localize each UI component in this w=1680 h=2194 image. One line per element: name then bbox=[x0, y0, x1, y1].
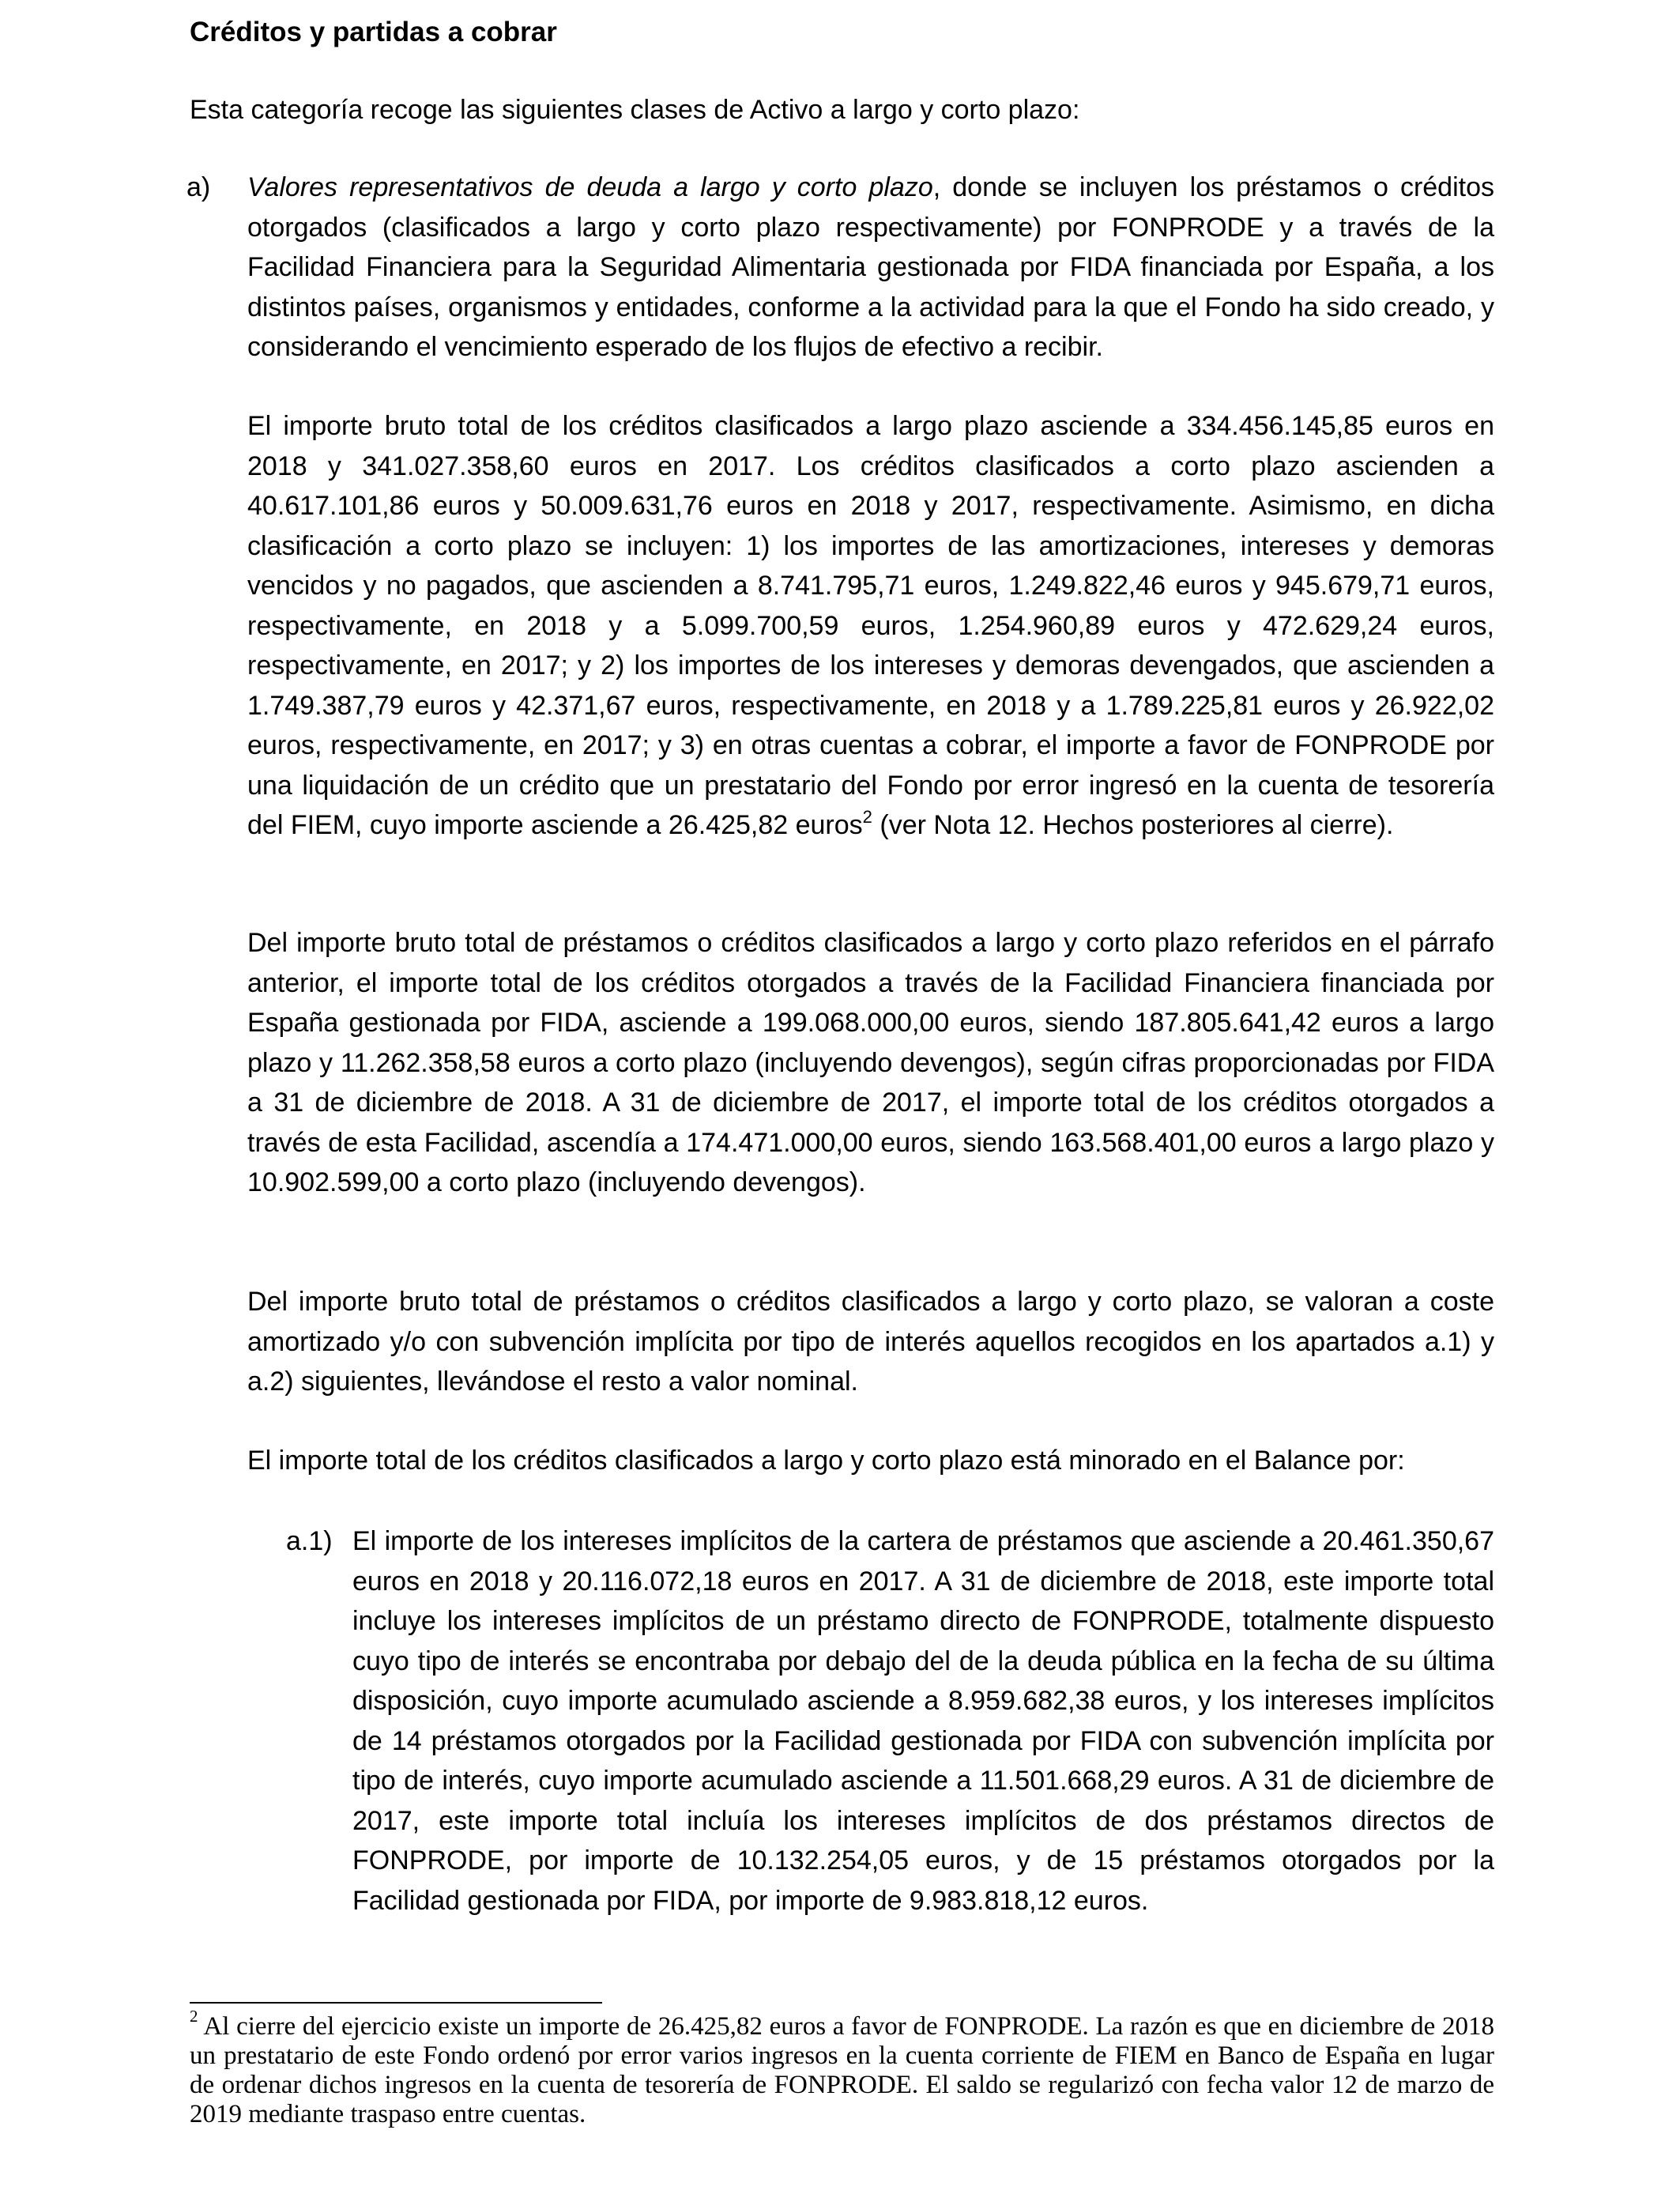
valuation-paragraph: Del importe bruto total de préstamos o créditos clasificados a largo y corto plazo, se valoran a coste amortizado y/o con subvención implícita por tipo de interés aquellos recogidos en los apartados a.1) y a.2) siguientes, llevándose el resto a valor nominal. bbox=[247, 1287, 1494, 1397]
section-heading: Créditos y partidas a cobrar bbox=[190, 17, 557, 47]
intro-paragraph: Esta categoría recoge las siguientes clases de Activo a largo y corto plazo: bbox=[190, 95, 1080, 125]
gross-amount-paragraph bbox=[247, 406, 1494, 846]
list-marker-a: a) bbox=[186, 172, 211, 202]
balance-reduction-paragraph: El importe total de los créditos clasificados a largo y corto plazo está minorado en el Balance por: bbox=[247, 1446, 1405, 1476]
item-a1-paragraph: El importe de los intereses implícitos de la cartera de préstamos que asciende a 20.461.350,67 euros en 2018 y 20.116.072,18 euros en 2017. A 31 de diciembre de 2018, este importe total incluye los intereses implícitos de un préstamo directo de FONPRODE, totalmente dispuesto cuyo tipo de interés se encontraba por debajo del de la deuda pública en la fecha de su última disposición, cuyo importe acumulado asciende a 8.959.682,38 euros, y los intereses implícitos de 14 préstamos otorgados por la Facilidad gestionada por FIDA con subvención implícita por tipo de interés, cuyo importe acumulado asciende a 11.501.668,29 euros. A 31 de diciembre de 2017, este importe total incluía los intereses implícitos de dos préstamos directos de FONPRODE, por importe de 10.132.254,05 euros, y de 15 préstamos otorgados por la Facilidad gestionada por FIDA, por importe de 9.983.818,12 euros. bbox=[352, 1526, 1494, 1916]
footnote bbox=[190, 2007, 1494, 2129]
footnote-number: 2 bbox=[190, 2007, 198, 2026]
item-a-italic-title: Valores representativos de deuda a largo y corto plazo bbox=[247, 172, 933, 202]
gross-amount-text: El importe bruto total de los créditos clasificados a largo plazo asciende a 334.456.145,85 euros en 2018 y 341.027.358,60 euros en 2017. Los créditos clasificados a corto plazo ascienden a 40.617.101,86 euros y 50.009.631,76 euros en 2018 y 2017, respectivamente. Asimismo, en dicha clasificación a corto plazo se incluyen: 1) los importes de las amortizaciones, intereses y demoras vencidos y no pagados, que ascienden a 8.741.795,71 euros, 1.249.822,46 euros y 945.679,71 euros, respectivamente, en 2018 y a 5.099.700,59 euros, 1.254.960,89 euros y 472.629,24 euros, respectivamente, en 2017; y 2) los importes de los intereses y demoras devengados, que ascienden a 1.749.387,79 euros y 42.371,67 euros, respectivamente, en 2018 y a 1.789.225,81 euros y 26.922,02 euros, respectivamente, en 2017; y 3) en otras cuentas a cobrar, el importe a favor de FONPRODE por una liquidación de un crédito que un prestatario del Fondo por error ingresó en la cuenta de tesorería del FIEM, cuyo importe asciende a 26.425,82 euros bbox=[247, 411, 1494, 840]
list-marker-a1: a.1) bbox=[286, 1526, 333, 1556]
footnote-separator bbox=[190, 2002, 602, 2004]
item-a-text: , donde se incluyen los préstamos o créditos otorgados (clasificados a largo y corto plazo respectivamente) por FONPRODE y a través de la Facilidad Financiera para la Seguridad Alimentaria gestionada por FIDA financiada por España, a los distintos países, organismos y entidades, conforme a la actividad para la que el Fondo ha sido creado, y considerando el vencimiento esperado de los flujos de efectivo a recibir. bbox=[247, 172, 1495, 362]
item-a-paragraph bbox=[247, 168, 1494, 368]
gross-amount-text-end: (ver Nota 12. Hechos posteriores al cierre). bbox=[872, 810, 1394, 840]
footnote-reference[interactable]: 2 bbox=[862, 806, 872, 827]
footnote-text: Al cierre del ejercicio existe un importe de 26.425,82 euros a favor de FONPRODE. La razón es que en diciembre de 2018 un prestatario de este Fondo ordenó por error varios ingresos en la cuenta corriente de FIEM en Banco de España en lugar de ordenar dichos ingresos en la cuenta de tesorería de FONPRODE. El saldo se regularizó con fecha valor 12 de marzo de 2019 mediante traspaso entre cuentas. bbox=[190, 2012, 1494, 2128]
fida-facility-paragraph: Del importe bruto total de préstamos o créditos clasificados a largo y corto plazo referidos en el párrafo anterior, el importe total de los créditos otorgados a través de la Facilidad Financiera financiada por España gestionada por FIDA, asciende a 199.068.000,00 euros, siendo 187.805.641,42 euros a largo plazo y 11.262.358,58 euros a corto plazo (incluyendo devengos), según cifras proporcionadas por FIDA a 31 de diciembre de 2018. A 31 de diciembre de 2017, el importe total de los créditos otorgados a través de esta Facilidad, ascendía a 174.471.000,00 euros, siendo 163.568.401,00 euros a largo plazo y 10.902.599,00 a corto plazo (incluyendo devengos). bbox=[247, 928, 1494, 1197]
